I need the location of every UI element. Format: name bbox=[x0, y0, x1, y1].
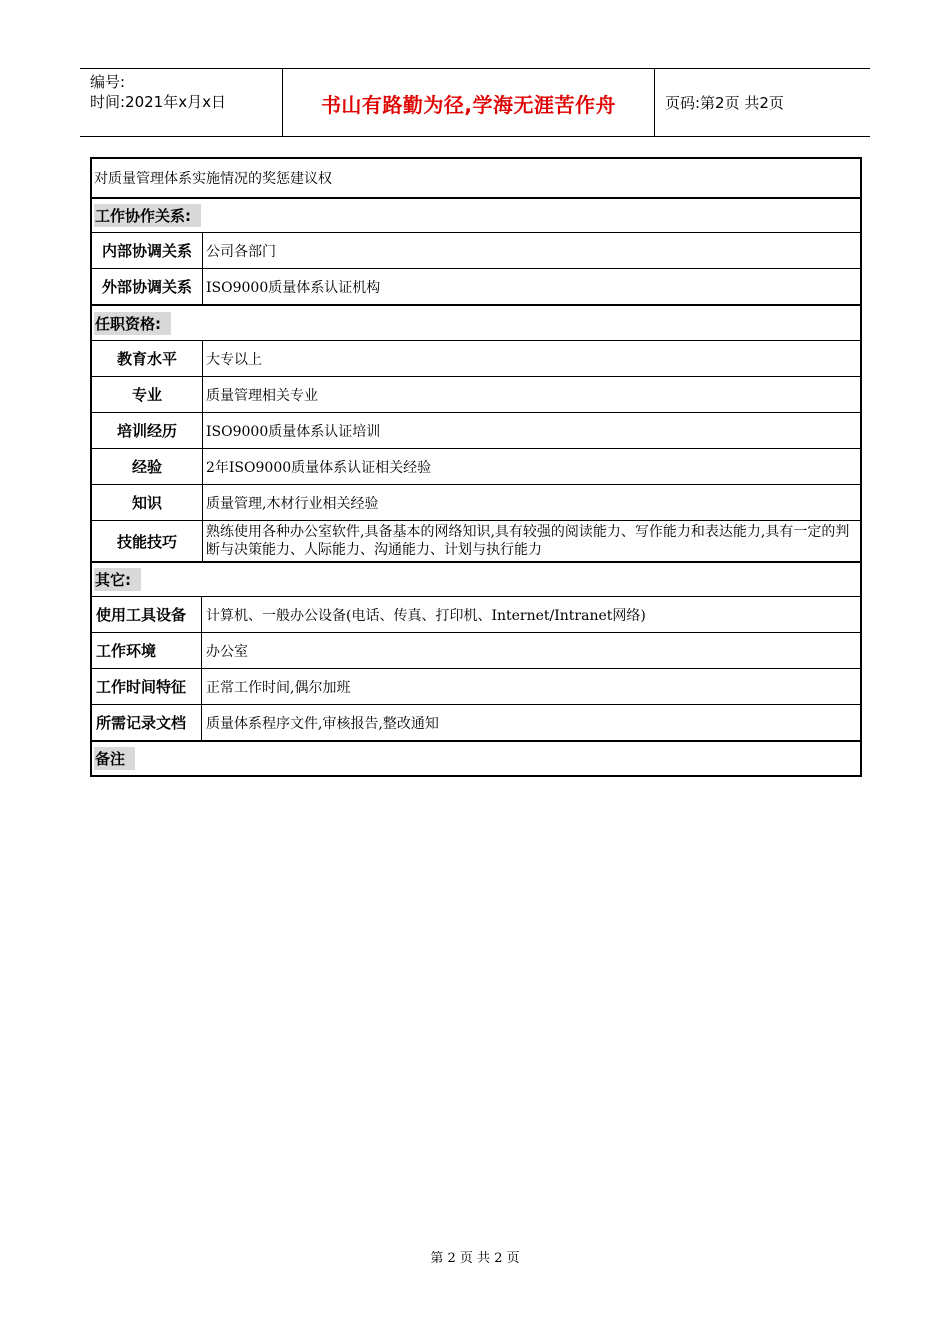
row-label: 工作环境 bbox=[92, 633, 202, 668]
row-value: 质量体系程序文件,审核报告,整改通知 bbox=[206, 715, 439, 732]
header-divider bbox=[654, 69, 655, 136]
row-label: 技能技巧 bbox=[92, 521, 203, 561]
doc-time-label: 时间:2021年x月x日 bbox=[90, 93, 226, 111]
intro-row bbox=[92, 159, 860, 197]
section-remarks bbox=[92, 740, 860, 775]
row-value: 办公室 bbox=[206, 643, 248, 660]
section-title: 任职资格: bbox=[94, 312, 171, 335]
row-value: 质量管理相关专业 bbox=[206, 387, 318, 404]
row-value: 正常工作时间,偶尔加班 bbox=[206, 679, 351, 696]
table-row bbox=[92, 448, 860, 484]
table-row bbox=[92, 268, 860, 304]
row-value: 计算机、一般办公设备(电话、传真、打印机、Internet/Intranet网络) bbox=[206, 607, 646, 624]
section-title: 工作协作关系: bbox=[94, 204, 201, 227]
row-value: 质量管理,木材行业相关经验 bbox=[206, 495, 379, 512]
table-row bbox=[92, 704, 860, 740]
section-qualifications bbox=[92, 304, 860, 340]
row-label: 使用工具设备 bbox=[92, 597, 202, 632]
row-label: 工作时间特征 bbox=[92, 669, 202, 704]
row-value: ISO9000质量体系认证培训 bbox=[206, 423, 381, 440]
row-value: ISO9000质量体系认证机构 bbox=[206, 279, 381, 296]
section-title: 其它: bbox=[94, 568, 141, 591]
row-label: 教育水平 bbox=[92, 341, 203, 376]
row-label: 内部协调关系 bbox=[92, 233, 203, 268]
table-row bbox=[92, 520, 860, 561]
row-value: 大专以上 bbox=[206, 351, 262, 368]
section-title: 备注 bbox=[94, 747, 135, 770]
header-meta bbox=[90, 72, 226, 112]
table-row bbox=[92, 340, 860, 376]
table-row bbox=[92, 668, 860, 704]
row-label: 经验 bbox=[92, 449, 203, 484]
row-label: 专业 bbox=[92, 377, 203, 412]
row-label: 培训经历 bbox=[92, 413, 203, 448]
section-cooperation bbox=[92, 197, 860, 232]
intro-text: 对质量管理体系实施情况的奖惩建议权 bbox=[94, 171, 332, 187]
page-header bbox=[80, 68, 870, 137]
row-value: 熟练使用各种办公室软件,具备基本的网络知识,具有较强的阅读能力、写作能力和表达能力,具有一定的判断与决策能力、人际能力、沟通能力、计划与执行能力 bbox=[206, 524, 850, 558]
row-label: 所需记录文档 bbox=[92, 705, 202, 740]
row-label: 外部协调关系 bbox=[92, 269, 203, 304]
row-value: 公司各部门 bbox=[206, 243, 276, 260]
table-row bbox=[92, 484, 860, 520]
table-row bbox=[92, 632, 860, 668]
table-row bbox=[92, 596, 860, 632]
row-value: 2年ISO9000质量体系认证相关经验 bbox=[206, 459, 432, 476]
table-row bbox=[92, 232, 860, 268]
section-other bbox=[92, 561, 860, 596]
job-description-form bbox=[90, 157, 862, 777]
doc-number-label: 编号: bbox=[90, 73, 126, 91]
table-row bbox=[92, 412, 860, 448]
header-motto: 书山有路勤为径,学海无涯苦作舟 bbox=[320, 93, 617, 117]
row-label: 知识 bbox=[92, 485, 203, 520]
header-page-info: 页码:第2页 共2页 bbox=[665, 94, 784, 112]
table-row bbox=[92, 376, 860, 412]
page-footer: 第 2 页 共 2 页 bbox=[430, 1251, 520, 1266]
